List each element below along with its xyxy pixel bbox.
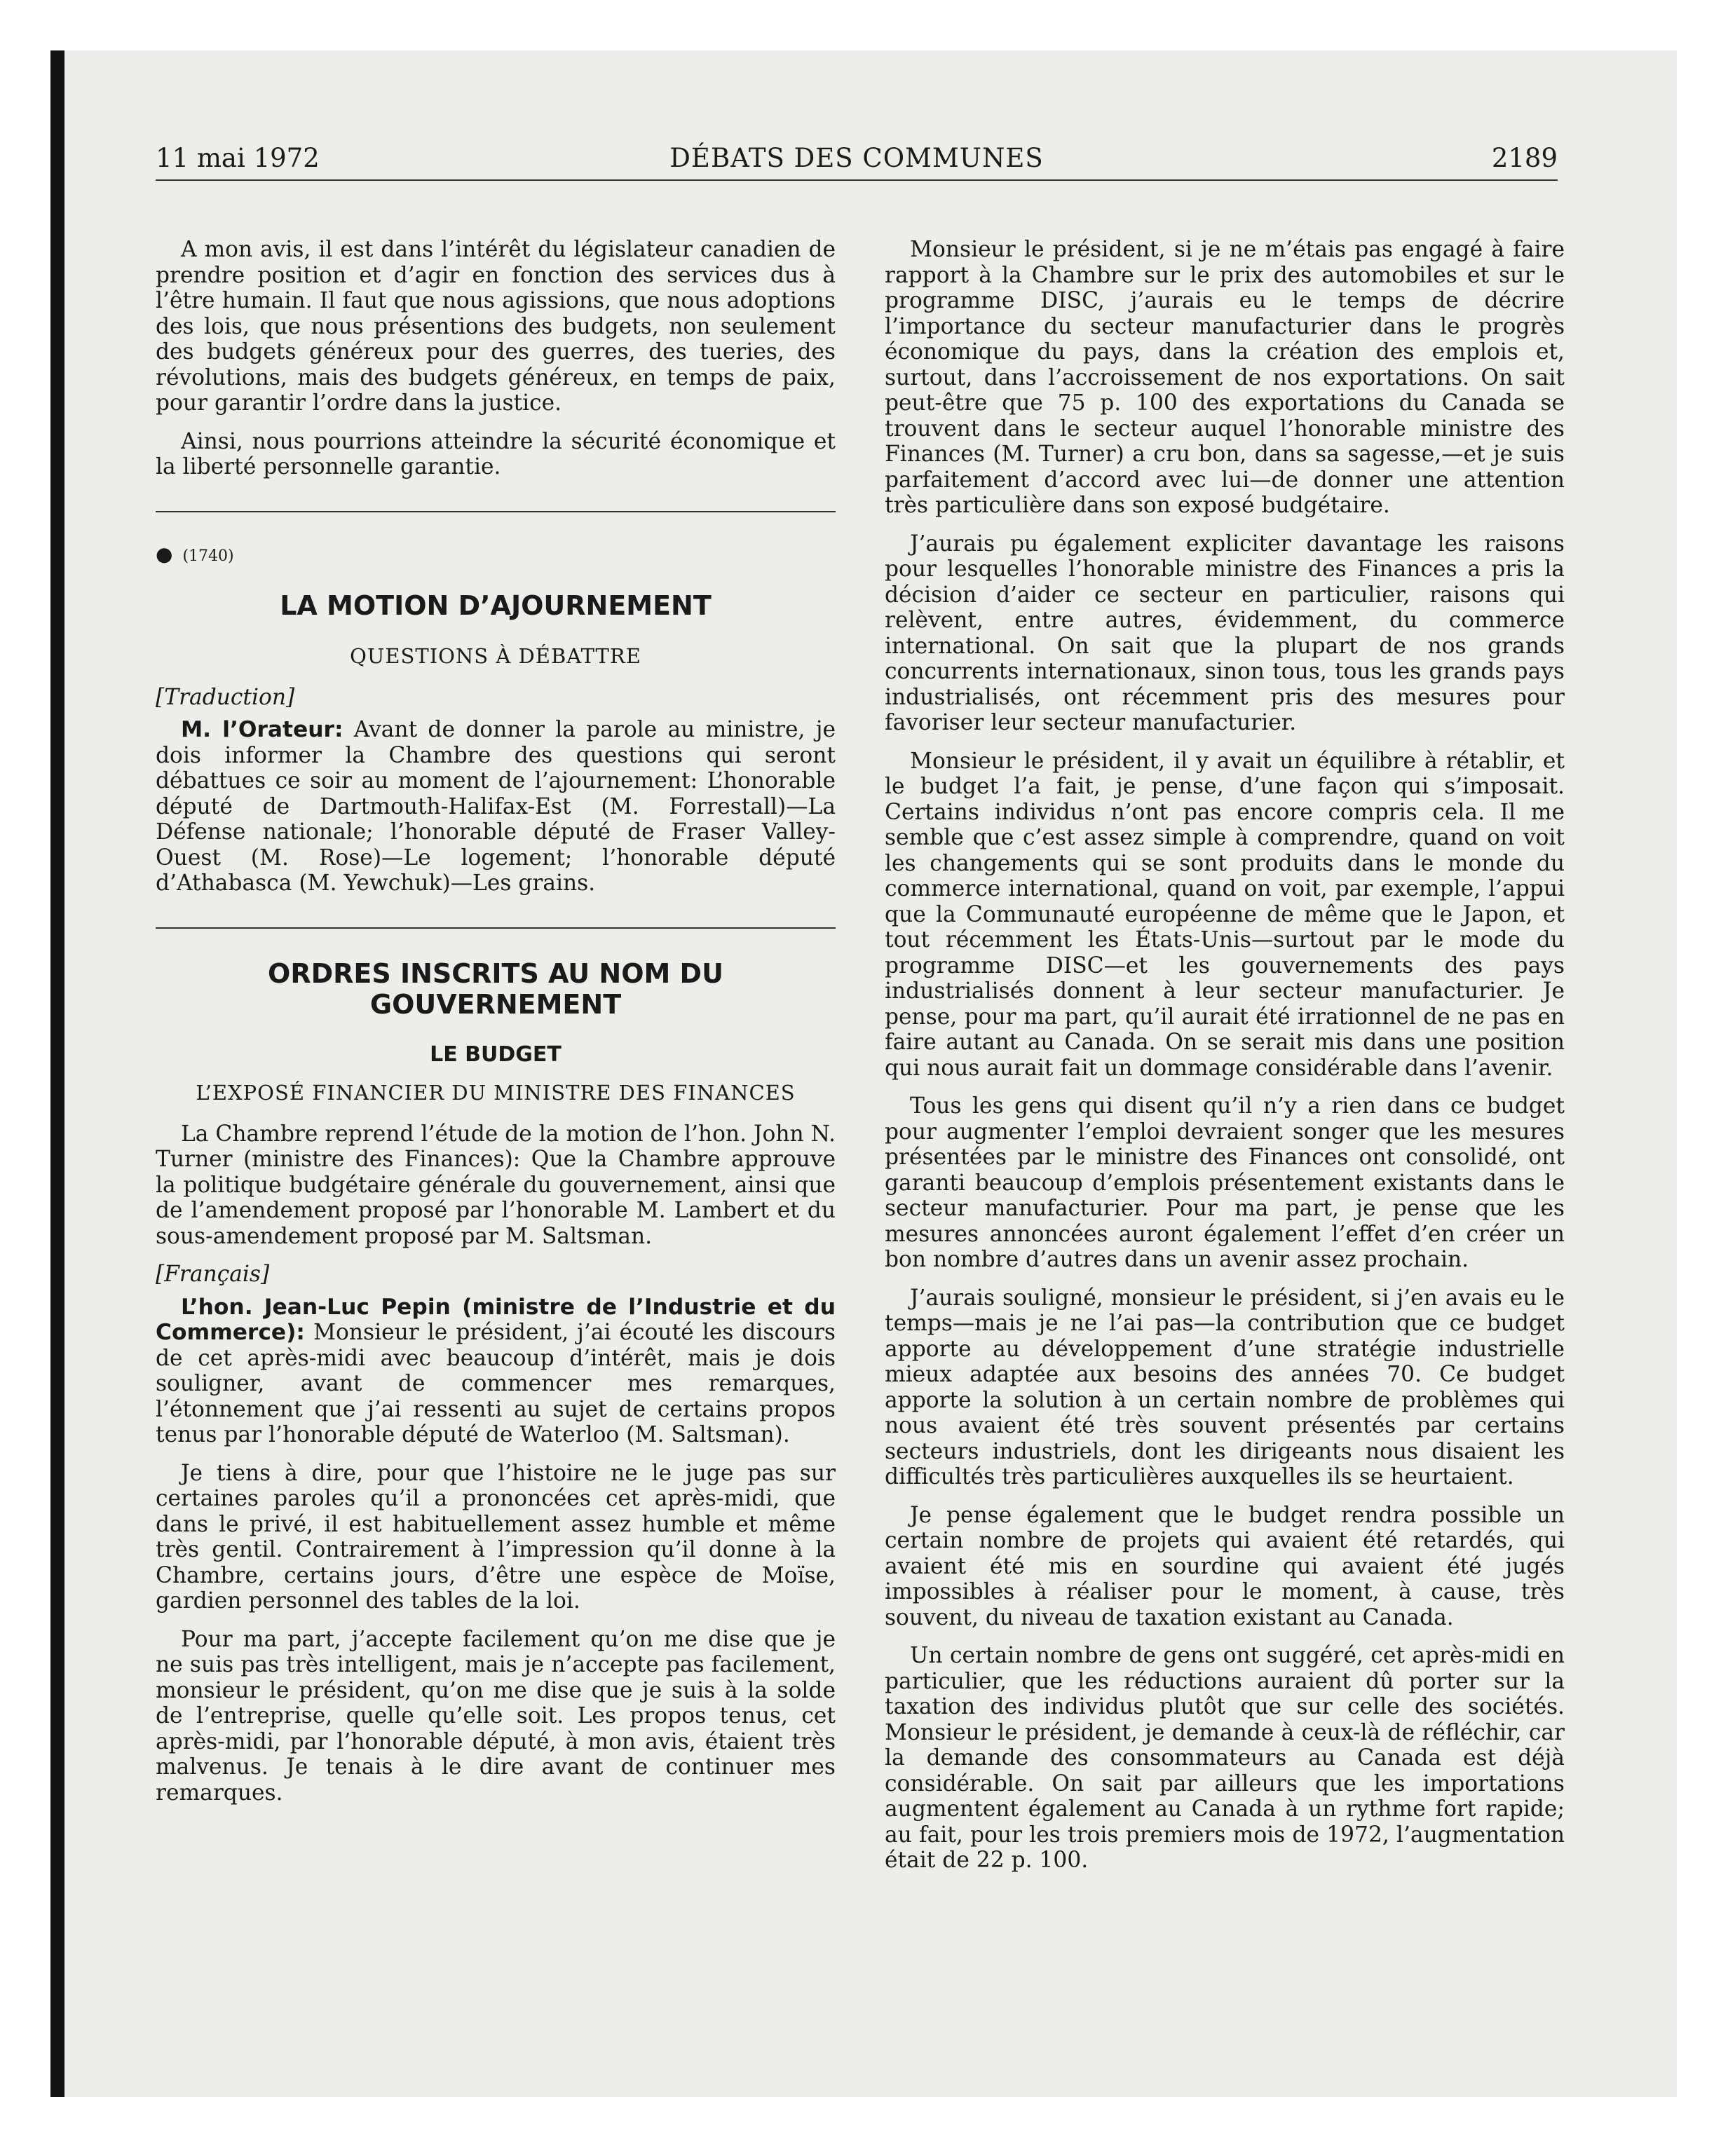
- paragraph: Monsieur le président, il y avait un équilibre à rétablir, et le budget l’a fait, je pense, d’une façon qui s’imposait. Certains individus n’ont pas encore compris cela. Il me semble que c’est assez simple à comprendre, quand on voit les changements qui se sont produits dans le monde du commerce international, quand on voit, par exemple, l’appui que la Communauté européenne de même que le Japon, et tout récemment les États-Unis—surtout par le mode du programme DISC—et les gouvernements des pays industrialisés donnent à leur secteur manufacturier. Je pense, pour ma part, qu’il aurait été irrationnel de ne pas en faire autant au Canada. On se serait mis dans une position qui nous aurait fait un dommage considérable dans l’avenir.: [885, 748, 1565, 1081]
- section-heading: [156, 958, 836, 1020]
- time-marker-label: (1740): [182, 547, 234, 565]
- language-tag: [Français]: [156, 1262, 270, 1287]
- language-tag: [Traduction]: [156, 684, 295, 710]
- right-column: [885, 237, 1565, 1886]
- section-heading-line: ORDRES INSCRITS AU NOM DU: [268, 957, 723, 989]
- speech-paragraph: [156, 717, 836, 896]
- paragraph: J’aurais souligné, monsieur le président, si j’en avais eu le temps—mais je ne l’ai pas—la contribution que ce budget apporte au développement d’une stratégie industrielle mieux adaptée aux besoins des années 70. Ce budget apporte la solution à un certain nombre de problèmes qui nous avaient été très souvent présentés par certains secteurs industriels, dont les dirigeants nous disaient les difficultés très particulières auxquelles ils se heurtaient.: [885, 1285, 1565, 1489]
- paragraph: A mon avis, il est dans l’intérêt du législateur canadien de prendre position et d’agir en fonction des services dus à l’être humain. Il faut que nous agissions, que nous adoptions des lois, que nous présentions des budgets, non seulement des budgets généreux pour des guerres, des tueries, des révolutions, mais des budgets généreux, en temps de paix, pour garantir l’ordre dans la justice.: [156, 237, 836, 416]
- scan-edge: [50, 50, 64, 2097]
- subsection-heading: LE BUDGET: [430, 1042, 562, 1067]
- time-marker: [156, 542, 836, 570]
- paragraph: Un certain nombre de gens ont suggéré, cet après-midi en particulier, que les réductions auraient dû porter sur la taxation des individus plutôt que sur celle des sociétés. Monsieur le président, je demande à ceux-là de réfléchir, car la demande des consommateurs au Canada est déjà considérable. On sait par ailleurs que les importations augmentent également au Canada à un rythme fort rapide; au fait, pour les trois premiers mois de 1972, l’augmentation était de 22 p. 100.: [885, 1643, 1565, 1873]
- paragraph: Je tiens à dire, pour que l’histoire ne le juge pas sur certaines paroles qu’il a prononcées cet après-midi, que dans le privé, il est habituellement assez humble et même très gentil. Contrairement à l’impression qu’il donne à la Chambre, certains jours, d’être une espèce de Moïse, gardien personnel des tables de la loi.: [156, 1460, 836, 1613]
- bullet-icon: ●: [156, 542, 173, 566]
- speech-text: Monsieur le président, j’ai écouté les discours de cet après-midi avec beaucoup d’intérêt, mais je dois souligner, avant de commencer mes remarques, l’étonnement que j’ai ressenti au sujet de certains propos tenus par l’honorable député de Waterloo (M. Saltsman).: [156, 1320, 836, 1447]
- paragraph: Monsieur le président, si je ne m’étais pas engagé à faire rapport à la Chambre sur le prix des automobiles et sur le programme DISC, j’aurais eu le temps de décrire l’importance du secteur manufacturier dans le progrès économique du pays, dans la création des emplois et, surtout, dans l’accroissement de nos exportations. On sait peut-être que 75 p. 100 des exportations du Canada se trouvent dans le secteur auquel l’honorable ministre des Finances (M. Turner) a cru bon, dans sa sagesse,—et je suis parfaitement d’accord avec lui—de donner une attention très particulière dans son exposé budgétaire.: [885, 237, 1565, 518]
- section-divider: [156, 511, 836, 512]
- header-title: DÉBATS DES COMMUNES: [669, 143, 1044, 173]
- paragraph: Je pense également que le budget rendra possible un certain nombre de projets qui avaient été retardés, qui avaient été mis en sourdine qui avaient été jugés impossibles à réaliser pour le moment, à cause, très souvent, du niveau de taxation existant au Canada.: [885, 1502, 1565, 1630]
- paragraph: Ainsi, nous pourrions atteindre la sécurité économique et la liberté personnelle garantie.: [156, 428, 836, 479]
- page-number: 2189: [1491, 143, 1558, 173]
- left-column: [156, 237, 836, 1818]
- speaker-name: M. l’Orateur:: [181, 717, 343, 742]
- subheading: QUESTIONS À DÉBATTRE: [350, 644, 641, 668]
- paragraph: Tous les gens qui disent qu’il n’y a rien dans ce budget pour augmenter l’emploi devraient songer que les mesures présentées par le ministre des Finances ont consolidé, ont garanti beaucoup d’emplois présentement existants dans le secteur manufacturier. Pour ma part, je pense que les mesures annoncées auront également l’effet d’en créer un bon nombre d’autres dans un avenir assez prochain.: [885, 1093, 1565, 1272]
- section-divider: [156, 927, 836, 929]
- section-heading: LA MOTION D’AJOURNEMENT: [280, 590, 712, 621]
- paragraph: Pour ma part, j’accepte facilement qu’on me dise que je ne suis pas très intelligent, mais je n’accepte pas facilement, monsieur le président, qu’on me dise que je suis à la solde de l’entreprise, quelle qu’elle soit. Les propos tenus, cet après-midi, par l’honorable député, à mon avis, étaient très malvenus. Je tenais à le dire avant de continuer mes remarques.: [156, 1626, 836, 1806]
- speech-paragraph: [156, 1295, 836, 1448]
- paragraph: J’aurais pu également expliciter davantage les raisons pour lesquelles l’honorable ministre des Finances a pris la décision d’aider ce secteur en particulier, raisons qui relèvent, entre autres, évidemment, du commerce international. On sait que la plupart de nos grands concurrents internationaux, sinon tous, tous les grands pays industrialisés, ont récemment pris des mesures pour favoriser leur secteur manufacturier.: [885, 531, 1565, 735]
- speaker-name: L’hon. Jean-Luc Pepin (ministre de l’Industrie et du Commerce):: [156, 1294, 836, 1345]
- page-header: [156, 143, 1558, 181]
- paragraph: La Chambre reprend l’étude de la motion de l’hon. John N. Turner (ministre des Finances): Que la Chambre approuve la politique budgétaire générale du gouvernement, ainsi que de l’amendement proposé par l’honorable M. Lambert et du sous-amendement proposé par M. Saltsman.: [156, 1121, 836, 1249]
- subheading: L’EXPOSÉ FINANCIER DU MINISTRE DES FINANCES: [196, 1081, 796, 1105]
- speech-text: Avant de donner la parole au ministre, je dois informer la Chambre des questions qui seront débattues ce soir au moment de l’ajournement: L’honorable député de Dartmouth-Halifax-Est (M. Forrestall)—La Défense nationale; l’honorable député de Fraser Valley-Ouest (M. Rose)—Le logement; l’honorable député d’Athabasca (M. Yewchuk)—Les grains.: [156, 717, 836, 896]
- header-date: 11 mai 1972: [156, 143, 320, 173]
- section-heading-line: GOUVERNEMENT: [369, 988, 622, 1020]
